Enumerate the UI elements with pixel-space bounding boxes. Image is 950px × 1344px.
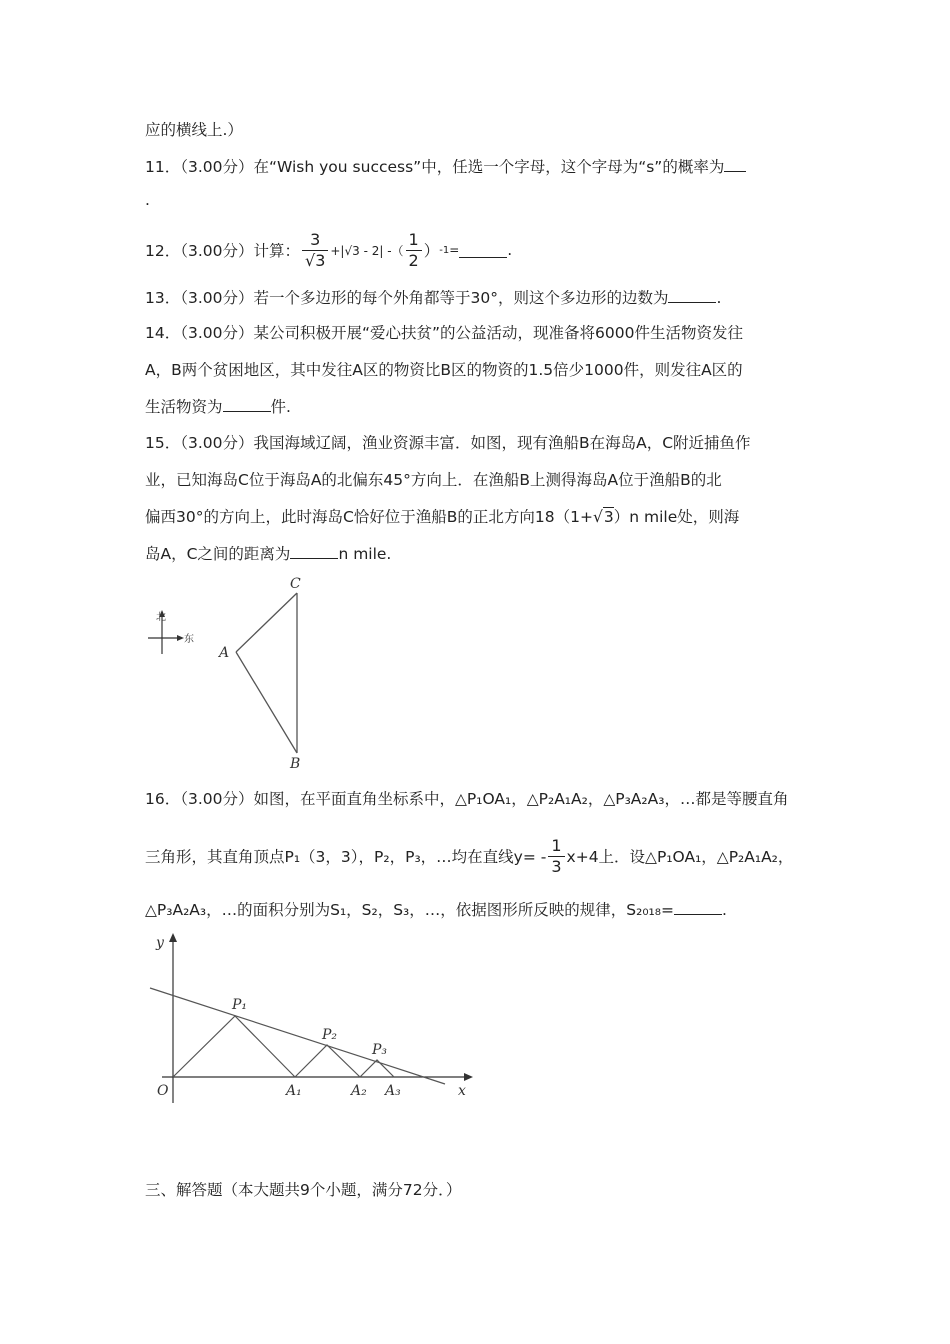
q12-exponent: -1 bbox=[439, 244, 450, 256]
q12-frac2-numerator: 1 bbox=[408, 229, 419, 249]
q16-fraction bbox=[548, 835, 564, 876]
line-y-eq bbox=[150, 988, 445, 1084]
q16-line-3-text: △P₃A₂A₃，…的面积分别为S₁，S₂，S₃，…，依据图形所反映的规律，S₂₀₁₈= bbox=[145, 901, 674, 919]
east-arrow-icon bbox=[177, 635, 184, 641]
section-3-heading: 三、解答题（本大题共9个小题，满分72分．） bbox=[145, 1181, 462, 1199]
q12-frac2-denominator: 2 bbox=[406, 250, 422, 269]
question-11 bbox=[145, 155, 746, 177]
q12-frac1-denominator: √3 bbox=[302, 250, 328, 269]
q11-answer-blank bbox=[724, 157, 746, 172]
point-C-label: C bbox=[290, 576, 301, 592]
q16-line-3 bbox=[145, 898, 727, 920]
q16-line-2-text: 三角形，其直角顶点P₁（3，3），P₂，P₃，…均在直线y= - bbox=[145, 848, 547, 866]
q16-frac-denominator: 3 bbox=[548, 856, 564, 875]
q14-line-1: 14．（3.00分）某公司积极开展“爱心扶贫”的公益活动，现准备将6000件生活物资发往 bbox=[145, 324, 743, 342]
q16-figure bbox=[140, 925, 490, 1110]
q15-answer-blank bbox=[290, 544, 338, 559]
A2-label: A₂ bbox=[351, 1083, 367, 1099]
q13-end: . bbox=[716, 289, 722, 307]
q16-line-2-end: x+4上．设△P₁OA₁，△P₂A₁A₂， bbox=[566, 848, 794, 866]
q12-fraction-2 bbox=[406, 229, 422, 270]
q14-line-3 bbox=[145, 395, 291, 417]
q14-line-2: A，B两个贫困地区，其中发往A区的物资比B区的物资的1.5倍少1000件，则发往A区的 bbox=[145, 361, 743, 379]
point-A-label: A bbox=[219, 645, 230, 661]
P1-label: P₁ bbox=[232, 997, 248, 1013]
y-axis-label: y bbox=[156, 935, 164, 951]
q12-equals: = bbox=[449, 243, 460, 257]
q12-frac1-numerator: 3 bbox=[310, 229, 321, 249]
compass-north-label: 北 bbox=[156, 612, 166, 623]
q15-line-3-end: ）n mile处，则海 bbox=[613, 508, 740, 526]
q13-answer-blank bbox=[668, 288, 716, 303]
A3-label: A₃ bbox=[385, 1083, 401, 1099]
segment-AC bbox=[236, 593, 297, 652]
q14-line-3-end: 件. bbox=[270, 398, 291, 416]
q12-prefix: 12．（3.00分）计算： bbox=[145, 242, 300, 260]
q16-line-1: 16．（3.00分）如图，在平面直角坐标系中，△P₁OA₁，△P₂A₁A₂，△P₃A₂A₃，…都是等腰直角 bbox=[145, 790, 789, 808]
q12-answer-blank bbox=[459, 243, 507, 258]
q16-line-2 bbox=[145, 834, 793, 878]
q16-frac-numerator: 1 bbox=[551, 835, 562, 855]
triangle-P3A2A3 bbox=[360, 1060, 394, 1077]
sqrt-sign: √ bbox=[593, 508, 603, 526]
origin-label: O bbox=[157, 1083, 169, 1099]
q16-answer-blank bbox=[674, 900, 722, 915]
q12-fraction-1 bbox=[302, 229, 328, 270]
q15-line-2: 业，已知海岛C位于海岛A的北偏东45°方向上．在渔船B上测得海岛A位于渔船B的北 bbox=[145, 471, 722, 489]
P3-label: P₃ bbox=[372, 1042, 388, 1058]
q16-line-3-end: . bbox=[721, 901, 727, 919]
q15-line-3 bbox=[145, 505, 739, 527]
q12-tail: ） bbox=[423, 242, 440, 260]
q15-line-4 bbox=[145, 542, 391, 564]
q15-figure bbox=[140, 570, 340, 775]
intro-tail: 应的横线上.） bbox=[145, 121, 243, 139]
q15-line-3-text: 偏西30°的方向上，此时海岛C恰好位于渔船B的正北方向18（1+ bbox=[145, 508, 594, 526]
q12-end: . bbox=[507, 241, 513, 259]
triangle-P1OA1 bbox=[173, 1016, 295, 1077]
q11-continuation: . bbox=[145, 191, 150, 209]
q15-sqrt-value: 3 bbox=[603, 508, 614, 526]
segment-AB bbox=[236, 652, 297, 753]
x-axis-label: x bbox=[458, 1083, 466, 1099]
compass-east-label: 东 bbox=[184, 634, 194, 645]
q15-line-1: 15．（3.00分）我国海域辽阔，渔业资源丰富．如图，现有渔船B在海岛A，C附近捕鱼作 bbox=[145, 434, 751, 452]
y-axis-arrow-icon bbox=[169, 933, 177, 942]
q14-answer-blank bbox=[223, 397, 271, 412]
x-axis-arrow-icon bbox=[464, 1073, 473, 1081]
triangle-P2A1A2 bbox=[295, 1045, 360, 1077]
question-13 bbox=[145, 286, 721, 308]
P2-label: P₂ bbox=[322, 1027, 338, 1043]
q12-abs-part: +|√3 - 2| -（ bbox=[330, 243, 404, 258]
A1-label: A₁ bbox=[286, 1083, 302, 1099]
q11-text: 11．（3.00分）在“Wish you success”中，任选一个字母，这个字母为“s”的概率为 bbox=[145, 158, 725, 176]
q15-line-4-text: 岛A，C之间的距离为 bbox=[145, 545, 291, 563]
question-12 bbox=[145, 228, 512, 272]
point-B-label: B bbox=[290, 756, 301, 772]
q14-line-3-text: 生活物资为 bbox=[145, 398, 223, 416]
q15-line-4-end: n mile. bbox=[338, 545, 392, 563]
q13-text: 13．（3.00分）若一个多边形的每个外角都等于30°，则这个多边形的边数为 bbox=[145, 289, 669, 307]
